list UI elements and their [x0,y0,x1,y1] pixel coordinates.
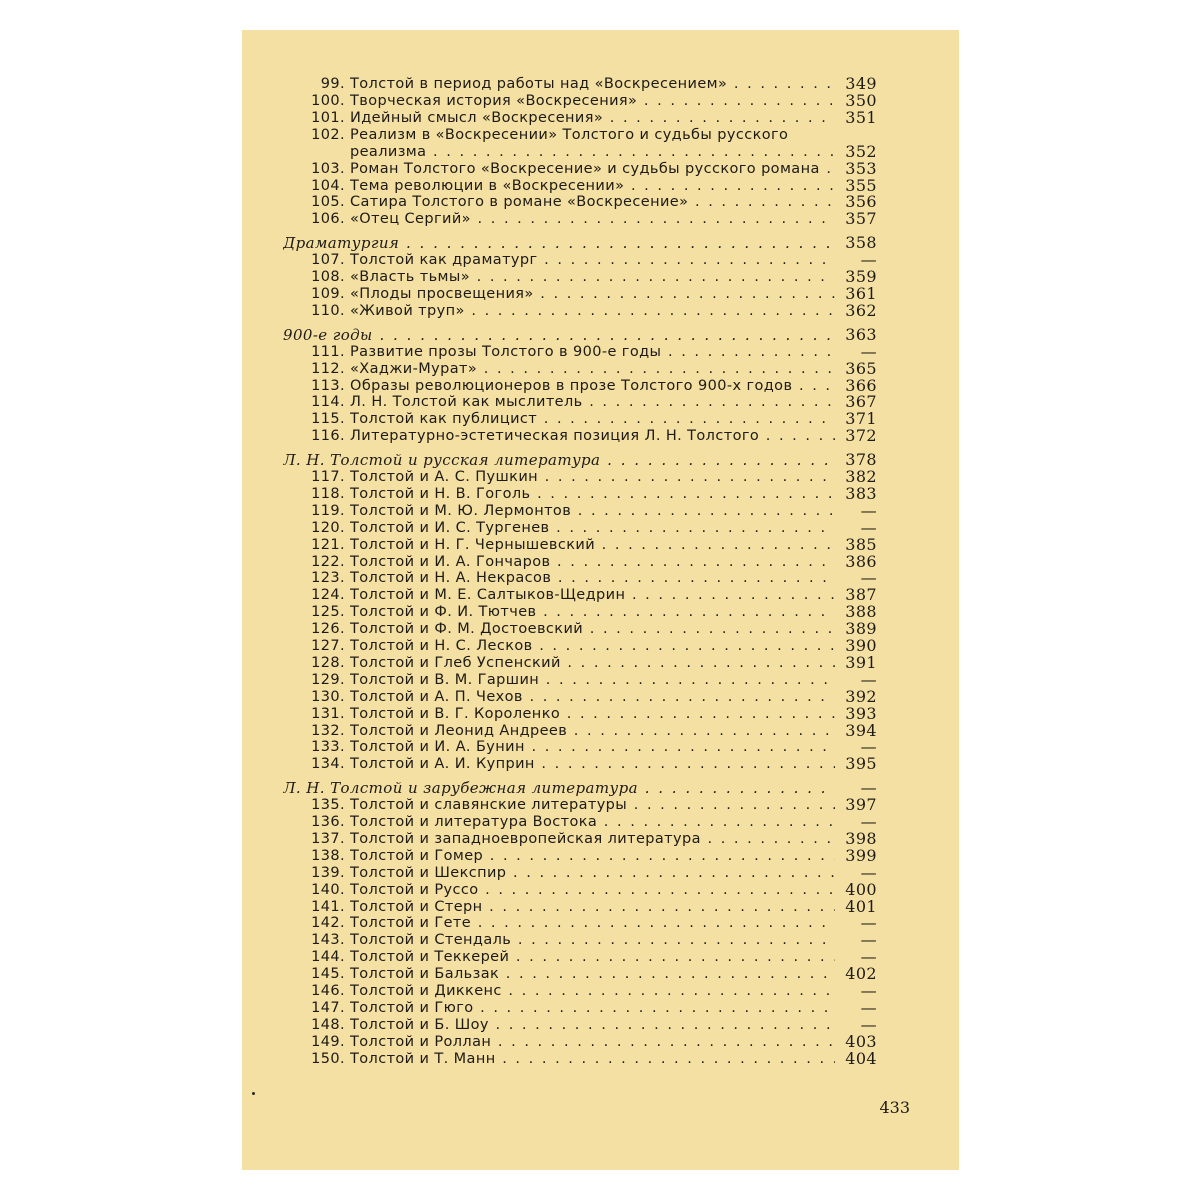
toc-entry-title: Толстой и В. Г. Короленко . . . [350,706,835,723]
toc-page-number: 403 [845,1031,877,1051]
toc-entry [283,703,877,723]
toc-entry-number: 129. [311,671,345,688]
toc-page-number: 394 [845,720,877,740]
toc-entry-title: «Живой труп» . . . [350,303,835,320]
toc-entry-title: Толстой и Бальзак . . . [350,966,835,983]
toc-entry [283,534,877,554]
toc-entry [283,1014,877,1034]
toc-entry-title: Толстой и Н. Г. Чернышевский . . . [350,537,835,554]
toc-page-number: 395 [845,754,877,774]
toc-entry [283,211,877,228]
toc-page-number: 367 [845,392,877,412]
toc-entry [283,394,877,411]
toc-page-number: 349 [845,74,877,93]
toc-entry-number: 140. [311,881,345,898]
toc-entry [283,669,877,689]
toc-entry [283,76,877,93]
toc-entry [283,879,877,899]
toc-entry-number: 123. [311,570,345,587]
toc-entry [283,1031,877,1051]
toc-entry [283,90,877,110]
toc-section-heading [283,779,877,797]
toc-entry-number: 116. [311,428,345,445]
toc-entry-number: 110. [311,302,345,319]
toc-entry-title: Тема революции в «Воскресении» . . . [350,178,835,195]
toc-entry [283,286,877,303]
toc-page-number: 378 [845,450,877,470]
toc-entry-title: Толстой и Н. А. Некрасов . . . [350,570,835,587]
toc-page-number: 366 [845,375,877,395]
toc-entry-number: 138. [311,847,345,864]
toc-page-number: 400 [845,879,877,899]
toc-entry-number: 118. [311,486,345,503]
toc-page-number: 386 [845,551,877,571]
toc-page-number: — [860,812,877,832]
toc-entry-number: 130. [311,688,345,705]
toc-page-number: — [860,500,877,520]
toc-entry [283,966,877,983]
toc-page-number: 350 [845,90,877,110]
toc-entry-number: 100. [311,92,345,109]
toc-entry-title: Толстой и В. М. Гаршин . . . [350,672,835,689]
toc-entry-number: 112. [311,360,345,377]
toc-entry [283,469,877,486]
toc-page-number: 397 [845,795,877,815]
toc-entry [283,915,877,932]
toc-entry-title: Толстой и Ф. И. Тютчев . . . [350,604,835,621]
toc-entry-number: 114. [311,394,345,411]
toc-entry [283,845,877,865]
toc-entry-title: Толстой и А. П. Чехов . . . [350,689,835,706]
toc-entry-title: Толстой и Стендаль . . . [350,932,835,949]
toc-entry [283,194,877,211]
toc-entry-title: Толстой и Гете . . . [350,915,835,932]
toc-entry-title: Развитие прозы Толстого в 900-е годы . . . [350,344,835,361]
table-of-contents [283,76,877,1067]
toc-entry [283,1048,877,1068]
toc-entry-number: 146. [311,982,345,999]
toc-entry [283,517,877,537]
toc-entry-title: «Плоды просвещения» . . . [350,286,835,303]
toc-page-number: 362 [845,300,877,320]
toc-entry [283,896,877,916]
toc-entry-title-line1: Реализм в «Воскресении» Толстого и судьбы русского [350,126,789,143]
toc-entry-number: 136. [311,814,345,831]
print-speck [252,1092,255,1095]
toc-entry-number: 105. [311,194,345,211]
toc-entry-title: Толстой и Теккерей . . . [350,949,835,966]
toc-entry-title: Идейный смысл «Воскресения» . . . [350,110,835,127]
toc-page-number: — [860,778,877,798]
toc-page-number: — [860,568,877,588]
toc-entry-title: Сатира Толстого в романе «Воскресение» . . . [350,194,835,211]
toc-entry-title: Толстой и Н. С. Лесков . . . [350,638,835,655]
toc-entry-number: 119. [311,502,345,519]
toc-entry [283,127,877,161]
toc-entry-title: Толстой и Роллан . . . [350,1034,835,1051]
toc-page-number: 356 [845,192,877,212]
toc-entry-title: Творческая история «Воскресения» . . . [350,93,835,110]
toc-page-number: 401 [845,896,877,916]
toc-entry-number: 124. [311,587,345,604]
toc-entry [283,375,877,395]
toc-entry-title: Толстой и Гюго . . . [350,1000,835,1017]
toc-entry [283,652,877,672]
toc-page-number: 358 [845,233,877,253]
toc-entry [283,980,877,1000]
toc-entry-number: 104. [311,177,345,194]
toc-entry [283,428,877,445]
toc-page-number: 404 [845,1048,877,1068]
toc-page-number: 355 [845,175,877,195]
toc-page-number: 353 [845,158,877,178]
toc-entry-number: 134. [311,756,345,773]
toc-entry-title: Толстой и Ф. М. Достоевский . . . [350,621,835,638]
toc-entry-number: 131. [311,705,345,722]
toc-entry-title: Толстой и литература Востока . . . [350,814,835,831]
toc-page-number: — [860,947,877,967]
toc-entry [283,341,877,361]
toc-entry-number: 102. [311,126,345,143]
toc-entry-number: 120. [311,519,345,536]
toc-page-number: — [860,980,877,1000]
toc-entry-title: Литературно-эстетическая позиция Л. Н. Толстого . . . [350,428,835,445]
toc-entry-title [350,127,835,161]
toc-entry [283,932,877,949]
toc-entry-number: 133. [311,739,345,756]
toc-entry-number: 107. [311,252,345,269]
toc-entry [283,158,877,178]
toc-page-number: 389 [845,619,877,639]
toc-entry-title: Толстой и западноевропейская литература . . . [350,831,835,848]
toc-section-heading [283,234,877,252]
toc-entry-title: Роман Толстого «Воскресение» и судьбы русского романа . . . [350,161,835,178]
toc-page-number: 398 [845,828,877,848]
toc-entry [283,604,877,621]
toc-page-number: 388 [845,602,877,622]
toc-entry-number: 106. [311,211,345,228]
toc-entry-title: Толстой и А. С. Пушкин . . . [350,469,835,486]
toc-entry-title: Толстой и Б. Шоу . . . [350,1017,835,1034]
toc-entry [283,862,877,882]
toc-entry-title: «Власть тьмы» . . . [350,269,835,286]
toc-entry-title: «Хаджи-Мурат» . . . [350,361,835,378]
toc-entry-title: Толстой и М. Е. Салтыков-Щедрин . . . [350,587,835,604]
toc-page-number: 371 [845,409,877,429]
toc-entry-title: Толстой и М. Ю. Лермонтов . . . [350,503,835,520]
toc-entry-title: Толстой и И. А. Бунин . . . [350,739,835,756]
toc-entry-title: Толстой и Шекспир . . . [350,865,835,882]
toc-entry-number: 108. [311,269,345,286]
toc-section-heading [283,451,877,469]
toc-entry [283,797,877,814]
toc-entry-number: 145. [311,966,345,983]
toc-entry-number: 117. [311,469,345,486]
toc-entry [283,638,877,655]
toc-entry-number: 109. [311,286,345,303]
toc-entry-number: 139. [311,864,345,881]
toc-page-number: 365 [845,358,877,378]
toc-entry [283,300,877,320]
toc-entry-number: 103. [311,160,345,177]
toc-entry-title: Толстой в период работы над «Воскресением» . . . [350,76,835,93]
toc-page-number: 372 [845,426,877,446]
toc-entry [283,686,877,706]
toc-page-number: — [860,913,877,933]
toc-page-number: — [860,862,877,882]
toc-entry [283,756,877,773]
toc-entry [283,411,877,428]
toc-entry-title: Толстой и Глеб Успенский . . . [350,655,835,672]
toc-entry-number: 99. [320,76,345,92]
toc-entry-number: 122. [311,553,345,570]
toc-page-number: 352 [845,141,877,161]
toc-entry [283,252,877,269]
toc-entry-number: 113. [311,377,345,394]
toc-entry [283,107,877,127]
toc-entry-number: 147. [311,999,345,1016]
toc-page-number: 361 [845,284,877,304]
page-folio: 433 [879,1098,910,1117]
toc-page-number: 383 [845,484,877,504]
toc-entry [283,814,877,831]
toc-entry-title-line2: реализма . . . [350,144,835,161]
toc-entry [283,949,877,966]
toc-entry [283,551,877,571]
toc-entry-title: Толстой как драматург . . . [350,252,835,269]
section-title: Драматургия . . . [283,234,835,252]
toc-entry-title: Л. Н. Толстой как мыслитель . . . [350,394,835,411]
toc-entry-title: Толстой и Леонид Андреев . . . [350,723,835,740]
toc-entry-title: Толстой и Т. Манн . . . [350,1051,835,1068]
section-title: Л. Н. Толстой и русская литература . . . [283,451,835,469]
toc-page-number: — [860,517,877,537]
toc-page-number: 382 [845,467,877,487]
toc-entry [283,486,877,503]
toc-entry [283,997,877,1017]
toc-entry-title: Толстой и Диккенс . . . [350,983,835,1000]
toc-entry-number: 135. [311,797,345,814]
toc-entry-number: 127. [311,638,345,655]
toc-entry [283,175,877,195]
toc-entry-title: Толстой и Гомер . . . [350,848,835,865]
toc-section-heading [283,326,877,344]
toc-page-number: — [860,341,877,361]
toc-entry-number: 101. [311,109,345,126]
toc-entry-number: 128. [311,654,345,671]
toc-page-number: 390 [845,636,877,656]
toc-page-number: — [860,737,877,757]
toc-entry-number: 121. [311,536,345,553]
toc-entry-number: 148. [311,1016,345,1033]
toc-page-number: 402 [845,964,877,984]
toc-entry [283,621,877,638]
toc-entry-number: 149. [311,1033,345,1050]
toc-page-number: — [860,250,877,270]
toc-entry-number: 142. [311,915,345,932]
toc-entry-number: 141. [311,898,345,915]
toc-entry [283,739,877,756]
toc-entry-title: Толстой и А. И. Куприн . . . [350,756,835,773]
toc-entry-title: Образы революционеров в прозе Толстого 900-х годов . . . [350,378,835,395]
toc-page-number: 363 [845,324,877,344]
toc-page-number: 357 [845,209,877,229]
toc-entry [283,570,877,587]
toc-entry-number: 137. [311,830,345,847]
toc-entry-number: 125. [311,604,345,621]
toc-page-number: 387 [845,585,877,605]
toc-entry-title: Толстой и И. С. Тургенев . . . [350,520,835,537]
toc-entry-number: 144. [311,949,345,966]
toc-page-number: 391 [845,652,877,672]
toc-page-number: — [860,997,877,1017]
toc-page-number: 399 [845,845,877,865]
toc-entry-title: Толстой как публицист . . . [350,411,835,428]
toc-page-number: — [860,669,877,689]
toc-entry-title: Толстой и Стерн . . . [350,899,835,916]
toc-entry-title: Толстой и Руссо . . . [350,882,835,899]
toc-entry-number: 111. [311,343,345,360]
toc-page-number: 351 [845,107,877,127]
toc-page-number: 393 [845,703,877,723]
section-title: 900-е годы . . . [283,326,835,344]
toc-entry-number: 132. [311,722,345,739]
toc-entry-number: 150. [311,1050,345,1067]
toc-entry-number: 115. [311,411,345,428]
toc-entry-number: 143. [311,932,345,949]
toc-entry-title: Толстой и Н. В. Гоголь . . . [350,486,835,503]
toc-entry [283,358,877,378]
toc-entry [283,587,877,604]
toc-page-number: 385 [845,534,877,554]
toc-entry-title: «Отец Сергий» . . . [350,211,835,228]
section-title: Л. Н. Толстой и зарубежная литература . . . [283,779,835,797]
toc-page-number: 359 [845,267,877,287]
toc-page-number: — [860,1014,877,1034]
toc-entry-number: 126. [311,621,345,638]
toc-entry [283,500,877,520]
toc-entry [283,269,877,286]
toc-entry-title: Толстой и славянские литературы . . . [350,797,835,814]
toc-page-number: 392 [845,686,877,706]
toc-entry-title: Толстой и И. А. Гончаров . . . [350,554,835,571]
toc-entry [283,720,877,740]
toc-entry [283,828,877,848]
toc-page-number: — [860,930,877,950]
